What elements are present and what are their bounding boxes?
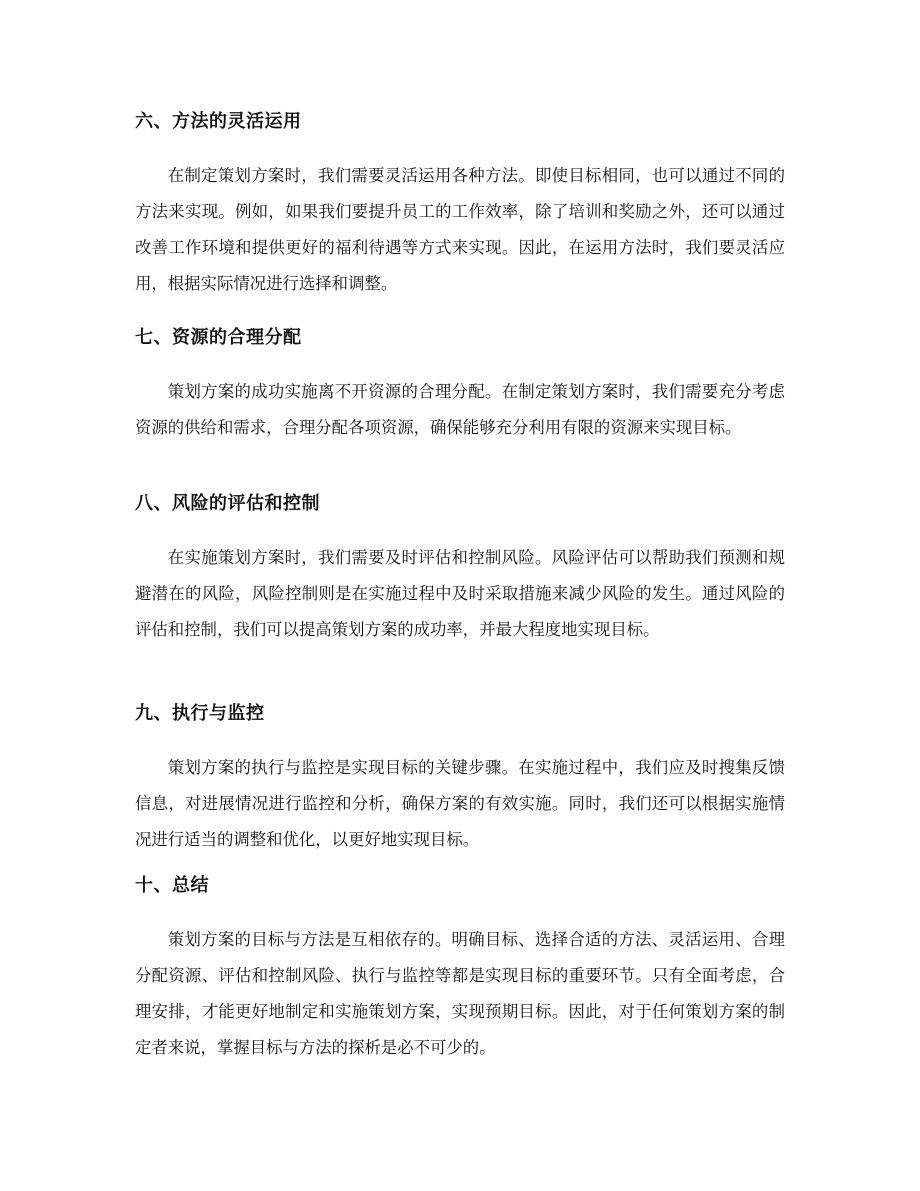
section-paragraph: 策划方案的执行与监控是实现目标的关键步骤。在实施过程中，我们应及时搜集反馈信息，对进展情况进行监控和分析，确保方案的有效实施。同时，我们还可以根据实施情况进行适当的调整和优化，以更好地实现目标。 xyxy=(135,758,785,849)
section-risk-assessment xyxy=(135,486,785,648)
section-paragraph: 策划方案的目标与方法是互相依存的。明确目标、选择合适的方法、灵活运用、合理分配资源、评估和控制风险、执行与监控等都是实现目标的重要环节。只有全面考虑，合理安排，才能更好地制定和实施策划方案，实现预期目标。因此，对于任何策划方案的制定者来说，掌握目标与方法的探析是必不可少的。 xyxy=(135,930,785,1057)
section-heading: 九、执行与监控 xyxy=(135,703,265,724)
section-execution-monitoring xyxy=(135,696,785,858)
section-heading: 七、资源的合理分配 xyxy=(135,327,302,348)
section-resource-allocation xyxy=(135,320,785,446)
section-summary xyxy=(135,868,785,1066)
section-heading: 八、风险的评估和控制 xyxy=(135,493,320,514)
section-paragraph: 策划方案的成功实施离不开资源的合理分配。在制定策划方案时，我们需要充分考虑资源的供给和需求，合理分配各项资源，确保能够充分利用有限的资源来实现目标。 xyxy=(135,382,785,437)
section-heading: 六、方法的灵活运用 xyxy=(135,111,302,132)
section-paragraph: 在制定策划方案时，我们需要灵活运用各种方法。即使目标相同，也可以通过不同的方法来实现。例如，如果我们要提升员工的工作效率，除了培训和奖励之外，还可以通过改善工作环境和提供更好的福利待遇等方式来实现。因此，在运用方法时，我们要灵活应用，根据实际情况进行选择和调整。 xyxy=(135,166,785,293)
section-paragraph: 在实施策划方案时，我们需要及时评估和控制风险。风险评估可以帮助我们预测和规避潜在的风险，风险控制则是在实施过程中及时采取措施来减少风险的发生。通过风险的评估和控制，我们可以提高策划方案的成功率，并最大程度地实现目标。 xyxy=(135,548,785,639)
section-heading: 十、总结 xyxy=(135,875,209,896)
section-method-flexibility xyxy=(135,104,785,302)
